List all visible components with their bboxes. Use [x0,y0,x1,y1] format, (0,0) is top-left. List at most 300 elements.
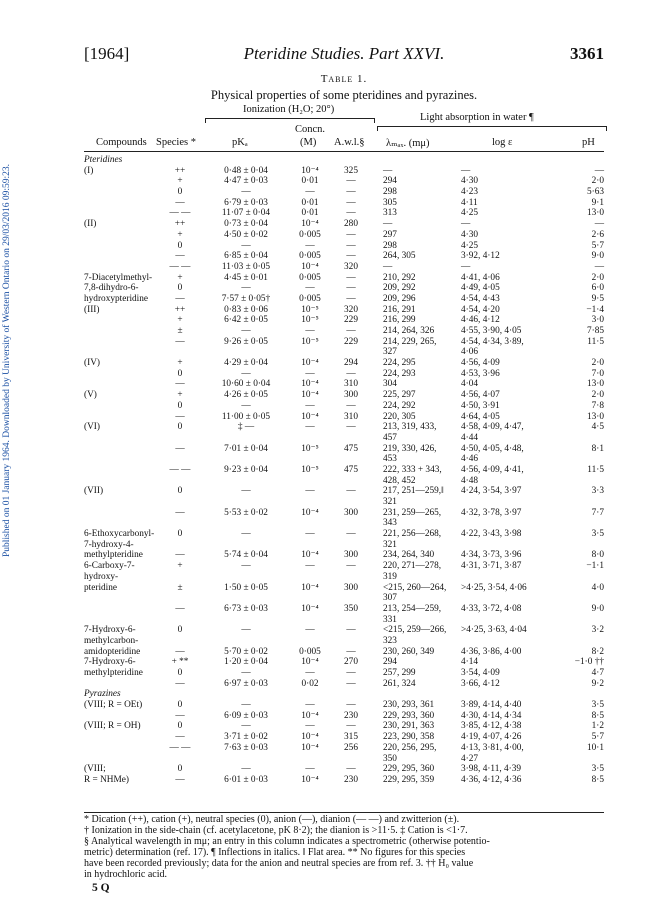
awl-cell: — [346,229,356,240]
concn-cell: 10⁻⁵ [301,464,319,475]
lambda-max-cell: 261, 324 [383,678,416,689]
lambda-max-cell: 264, 305 [383,251,416,262]
table-row [0,262,672,273]
pka-cell: 7·01 ± 0·04 [224,443,268,454]
pka-cell: — [241,486,251,497]
concn-cell: — [305,700,315,711]
species-cell: 0 [177,486,183,497]
compounds-header: Compounds [96,137,147,148]
ph-cell: 9·0 [591,603,604,614]
concn-cell: — [305,764,315,775]
lambda-max-cell: 224, 293 [383,368,416,379]
lambda-max-cell: 229, 293, 360 [383,710,435,721]
concn-cell: 10⁻⁴ [301,219,319,230]
lambda-max-cell: 209, 296 [383,293,416,304]
concn-cell: — [305,486,315,497]
footnote-line: § Analytical wavelength in mμ; an entry in this column indicates a spectrometric (otherwise potentio- [84,836,490,847]
section-heading-row [0,155,672,166]
log-epsilon-cell: 4·14 [461,657,479,668]
awl-cell: 270 [344,657,358,668]
table-row [0,390,672,401]
awl-cell: 325 [344,165,358,176]
journal-year: [1964] [84,44,130,63]
pka-cell: 10·60 ± 0·04 [221,379,271,390]
table-row [0,583,672,594]
lambda-max-cell: 230, 293, 361 [383,700,435,711]
species-cell: 0 [177,625,183,636]
awl-cell: — [346,700,356,711]
concn-header: Concn. [295,124,326,135]
light-absorption-brace [377,126,607,131]
species-cell: — [175,251,185,262]
log-epsilon-cell: 4·53, 3·96 [461,368,500,379]
pka-cell: 3·71 ± 0·02 [224,732,268,743]
table-row [0,198,672,209]
awl-cell: — [346,625,356,636]
awl-cell: 300 [344,507,358,518]
awl-cell: 320 [344,304,358,315]
species-cell: 0 [177,422,183,433]
table-row [0,625,672,636]
ph-header: pH [582,137,595,148]
ionization-brace [205,118,375,123]
pka-header: pKₐ [232,137,248,148]
compound-cell: Pyrazines [84,689,121,700]
awl-cell: — [346,486,356,497]
species-cell: — [175,774,185,785]
concn-cell: — [305,668,315,678]
lambda-max-cell: — [383,219,393,230]
table-row [0,358,672,369]
log-epsilon-cell: 4·23 [461,187,479,198]
table-row [0,208,672,219]
pka-cell: 4·47 ± 0·03 [224,176,268,187]
pka-cell: 4·26 ± 0·05 [224,390,268,401]
ph-cell: 8·1 [591,443,604,454]
compound-cell: Pteridines [84,155,123,165]
table-row [0,572,672,583]
awl-cell: — [346,187,356,198]
lambda-max-cell: 216, 299 [383,315,416,326]
species-cell: ++ [174,219,186,230]
log-epsilon-cell: 3·66, 4·12 [461,678,500,689]
compound-cell: methylcarbon- [84,635,139,646]
ph-cell: 6·0 [591,283,604,294]
table-row [0,540,672,551]
concn-cell: 10⁻⁵ [301,304,319,315]
log-epsilon-cell: 3·92, 4·12 [461,251,500,262]
log-epsilon-cell: — [461,165,471,176]
compound-cell: 7-Diacetylmethyl- [84,272,153,283]
log-epsilon-cell: 4·30, 4·14, 4·34 [461,710,522,721]
species-cell: 0 [177,529,183,540]
lambda-max-cell: 229, 295, 359 [383,774,435,785]
species-cell: — [175,197,185,208]
ph-cell: 1·2 [591,721,604,732]
log-epsilon-cell: 4·06 [461,347,479,358]
species-cell: + ** [171,657,189,668]
log-epsilon-cell: 4·48 [461,475,479,486]
concn-cell: 10⁻⁴ [301,411,319,422]
species-cell: — [175,336,185,347]
table-row [0,486,672,497]
lambda-max-cell: 343 [383,518,397,529]
awl-cell: 300 [344,390,358,401]
pka-cell: 1·50 ± 0·05 [224,582,268,593]
pka-cell: 5·53 ± 0·02 [224,507,268,518]
lambda-max-cell: 214, 264, 326 [383,326,435,336]
ph-cell: 9·0 [591,251,604,262]
ph-cell: 5·63 [586,187,604,198]
log-epsilon-cell: 4·54, 4·43 [461,293,500,304]
ph-cell: 13·0 [586,411,604,422]
lambda-max-cell: 224, 295 [383,358,416,369]
pka-cell: — [241,326,251,336]
pka-cell: — [241,700,251,711]
concn-cell: 10⁻⁴ [301,550,319,561]
lambda-max-cell: 350 [383,753,397,764]
awl-cell: 294 [344,358,358,369]
compound-cell: 6-Ethoxycarbonyl- [84,529,155,540]
awl-cell: 315 [344,732,358,743]
log-epsilon-cell: 4·33, 3·72, 4·08 [461,603,522,614]
species-cell: — [175,550,185,561]
log-epsilon-cell: 3·89, 4·14, 4·40 [461,700,522,711]
awl-cell: 229 [344,336,358,347]
species-cell: — [175,411,185,422]
concn-cell: 10⁻⁴ [301,742,319,753]
compound-cell: (II) [84,219,97,230]
lambda-max-cell: 305 [383,197,397,208]
pka-cell: — [241,529,251,540]
pka-cell: — [241,561,251,572]
table-row [0,444,672,455]
species-cell: — [175,732,185,743]
concn-cell: 10⁻⁴ [301,261,319,272]
species-cell: — — [169,464,191,475]
ionization-header: Ionization (H₂O; 20°) [243,104,335,115]
lambda-max-cell: 220, 256, 295, [383,742,437,753]
awl-cell: — [346,368,356,379]
lambda-max-cell: 319 [383,571,397,582]
ph-cell: 4·7 [591,668,604,678]
log-epsilon-cell: 4·58, 4·09, 4·47, [461,422,524,433]
ph-cell: 7·7 [591,507,604,518]
table-row [0,337,672,348]
awl-cell: — [346,561,356,572]
lambda-max-cell: 214, 229, 265, [383,336,437,347]
ph-cell: 9·1 [591,197,604,208]
table-row [0,219,672,230]
lambda-max-cell: 210, 292 [383,272,416,283]
lambda-max-cell: 327 [383,347,397,358]
awl-cell: — [346,422,356,433]
log-epsilon-cell: 4·19, 4·07, 4·26 [461,732,522,743]
concn-cell: 0·02 [301,678,319,689]
pka-cell: — [241,283,251,294]
log-epsilon-cell: 4·55, 3·90, 4·05 [461,326,522,336]
pka-cell: 6·79 ± 0·03 [224,197,268,208]
lambda-max-cell: 223, 290, 358 [383,732,435,743]
table-row [0,305,672,316]
concn-cell: 0·005 [299,251,321,262]
awl-cell: — [346,197,356,208]
lambda-max-header: λₘₐₓ. (mμ) [386,138,430,149]
species-cell: + [177,561,183,572]
concn-cell: 10⁻⁴ [301,657,319,668]
awl-cell: — [346,400,356,411]
log-epsilon-cell: 4·46 [461,454,479,465]
concn-cell: 10⁻⁴ [301,165,319,176]
species-cell: + [177,315,183,326]
log-epsilon-cell: 4·49, 4·05 [461,283,500,294]
species-cell: — [175,678,185,689]
concn-cell: — [305,400,315,411]
awl-cell: — [346,529,356,540]
log-epsilon-cell: 4·56, 4·07 [461,390,500,401]
concn-cell: — [305,529,315,540]
table-row [0,743,672,754]
page-header [84,44,604,66]
pka-cell: 9·23 ± 0·04 [224,464,268,475]
pka-cell: 7·63 ± 0·03 [224,742,268,753]
log-epsilon-cell: 4·41, 4·06 [461,272,500,283]
compound-cell: 7-Hydroxy-6- [84,657,136,668]
pka-cell: 0·83 ± 0·06 [224,304,268,315]
log-epsilon-cell: 4·50, 4·05, 4·48, [461,443,524,454]
pka-cell: — [241,368,251,379]
species-cell: + [177,358,183,369]
concn-cell: 0·005 [299,293,321,304]
pka-cell: 0·73 ± 0·04 [224,219,268,230]
table-row [0,604,672,615]
concn-cell: — [305,187,315,198]
footnote-line: in hydrochloric acid. [84,869,168,880]
lambda-max-cell: 234, 264, 340 [383,550,435,561]
footnote-line: * Dication (++), cation (+), neutral species (0), anion (—), dianion (— —) and zwitterion (±). [84,814,460,825]
awl-cell: 230 [344,710,358,721]
ph-cell: 2·0 [591,176,604,187]
table-row [0,294,672,305]
table-row [0,241,672,252]
ph-cell: 3·3 [591,486,604,497]
ph-cell: 7·8 [591,400,604,411]
lambda-max-cell: 230, 260, 349 [383,646,435,657]
lambda-max-cell: 321 [383,497,397,507]
ph-cell: 3·5 [591,529,604,540]
pka-cell: 11·03 ± 0·05 [221,261,271,272]
lambda-max-cell: 231, 259—265, [383,507,442,518]
compound-cell: methylpteridine [84,550,143,561]
log-epsilon-cell: 4·36, 3·86, 4·00 [461,646,522,657]
pka-cell: 6·42 ± 0·05 [224,315,268,326]
running-title: Pteridine Studies. Part XXVI. [243,44,445,63]
ph-cell: −1·0 †† [574,657,604,668]
table-row [0,476,672,487]
concn-cell: 0·005 [299,646,321,657]
log-epsilon-cell: 4·27 [461,753,479,764]
table-row [0,326,672,337]
light-absorption-header: Light absorption in water ¶ [420,112,534,123]
footnote-line: metric) determination (ref. 17). ¶ Inflections in italics. ‖ Flat area. ** No figures for this species [84,847,466,858]
lambda-max-cell: 457 [383,432,397,443]
concn-cell: — [305,625,315,636]
compound-cell: R = NHMe) [84,774,130,785]
concn-cell: 10⁻⁴ [301,603,319,614]
table-row [0,636,672,647]
lambda-max-cell: 229, 295, 360 [383,764,435,775]
lambda-max-cell: 304 [383,379,397,390]
lambda-max-cell: 453 [383,454,397,465]
table-row [0,529,672,540]
table-row [0,497,672,508]
lambda-max-cell: 297 [383,229,397,240]
concn-cell: 10⁻⁵ [301,443,319,454]
pka-cell: — [241,400,251,411]
log-epsilon-cell: >4·25, 3·54, 4·06 [461,582,527,593]
awl-cell: — [346,764,356,775]
footnote-line: have been recorded previously; data for the anion and neutral species are from ref. 3. †† H₀ value [84,858,474,869]
awl-cell: 300 [344,550,358,561]
awl-cell: 350 [344,603,358,614]
species-cell: — [175,710,185,721]
ph-cell: 4·0 [591,582,604,593]
log-epsilon-cell: 4·24, 3·54, 3·97 [461,486,522,497]
table-row [0,518,672,529]
footnotes [84,814,614,880]
lambda-max-cell: 224, 292 [383,400,416,411]
compound-cell: (I) [84,165,94,176]
table-row [0,700,672,711]
species-cell: 0 [177,400,183,411]
pka-cell: 4·45 ± 0·01 [224,272,268,283]
species-cell: — [175,379,185,390]
table-row [0,711,672,722]
compound-cell: (VIII; [84,764,106,775]
awl-cell: 310 [344,379,358,390]
ph-cell: 9·5 [591,293,604,304]
table-row [0,668,672,679]
log-epsilon-cell: 3·54, 4·09 [461,668,500,678]
awl-cell: 320 [344,261,358,272]
table-body [0,155,672,786]
awl-cell: — [346,646,356,657]
species-cell: + [177,176,183,187]
awl-cell: — [346,721,356,732]
ph-cell: 3·5 [591,764,604,775]
lambda-max-cell: 217, 251—259,‖ [383,486,444,497]
compound-cell: 7,8-dihydro-6- [84,283,139,294]
log-epsilon-cell: 4·25 [461,240,479,251]
concn-cell: — [305,721,315,732]
lambda-max-cell: <215, 260—264, [383,582,447,593]
awl-cell: — [346,293,356,304]
species-cell: — [175,646,185,657]
table-row [0,593,672,604]
species-cell: 0 [177,283,183,294]
lambda-max-cell: 294 [383,176,397,187]
ph-cell: 2·0 [591,390,604,401]
log-epsilon-cell: 4·54, 4·34, 3·89, [461,336,524,347]
log-epsilon-cell: 4·04 [461,379,479,390]
footnote-line: † Ionization in the side-chain (cf. acetylacetone, pK 8·2); the dianion is >11·5. ‡ Cation is <1·7. [84,825,468,836]
concn-cell: 0·005 [299,272,321,283]
compound-cell: (VIII; R = OEt) [84,700,143,711]
table-row [0,754,672,765]
awl-cell: — [346,678,356,689]
ph-cell: 2·0 [591,272,604,283]
lambda-max-cell: 213, 319, 433, [383,422,437,433]
compound-cell: amidopteridine [84,646,141,657]
lambda-max-cell: 225, 297 [383,390,416,401]
log-epsilon-cell: 4·34, 3·73, 3·96 [461,550,522,561]
compound-cell: (VIII; R = OH) [84,721,141,732]
log-epsilon-cell: 4·30 [461,176,479,187]
species-cell: 0 [177,240,183,251]
table-row [0,615,672,626]
lambda-max-cell: 222, 333 + 343, [383,464,442,475]
log-epsilon-cell: 4·44 [461,432,479,443]
awl-cell: 300 [344,582,358,593]
table-row [0,401,672,412]
awl-cell: — [346,176,356,187]
pka-cell: 6·73 ± 0·03 [224,603,268,614]
pka-cell: 6·01 ± 0·03 [224,774,268,785]
awl-header: A.w.l.§ [334,137,365,148]
species-cell: ± [177,582,183,593]
awl-cell: — [346,240,356,251]
table-row [0,679,672,690]
table-row [0,273,672,284]
species-cell: — [175,603,185,614]
concn-cell: 10⁻⁴ [301,358,319,369]
lambda-max-cell: 219, 330, 426, [383,443,437,454]
ph-cell: — [594,219,604,230]
pka-cell: 0·48 ± 0·04 [224,165,268,176]
pka-cell: 7·57 ± 0·05† [221,293,271,304]
pka-cell: — [241,668,251,678]
lambda-max-cell: 428, 452 [383,475,416,486]
table-row [0,187,672,198]
awl-cell: 229 [344,315,358,326]
table-caption: Table 1. [320,73,368,85]
log-epsilon-cell: 4·30 [461,229,479,240]
table-row [0,764,672,775]
ph-cell: 9·2 [591,678,604,689]
table-bottom-rule [84,812,604,813]
concn-cell: 10⁻⁵ [301,315,319,326]
lambda-max-cell: 257, 299 [383,668,416,678]
log-epsilon-cell: 4·56, 4·09, 4·41, [461,464,524,475]
log-epsilon-cell: 4·46, 4·12 [461,315,500,326]
compound-cell: (IV) [84,358,101,369]
log-epsilon-cell: 3·98, 4·11, 4·39 [461,764,522,775]
section-heading-row [0,689,672,700]
ph-cell: 2·0 [591,358,604,369]
concn-cell: 0·01 [301,176,319,187]
species-cell: ± [177,326,183,336]
species-cell: 0 [177,668,183,678]
table-row [0,379,672,390]
log-epsilon-cell: 4·36, 4·12, 4·36 [461,774,522,785]
concn-cell: 10⁻⁴ [301,507,319,518]
ph-cell: −1·4 [586,304,604,315]
species-cell: — — [169,742,191,753]
ph-cell: 8·2 [591,646,604,657]
pka-cell: 6·09 ± 0·03 [224,710,268,721]
table-row [0,721,672,732]
ph-cell: 3·2 [591,625,604,636]
